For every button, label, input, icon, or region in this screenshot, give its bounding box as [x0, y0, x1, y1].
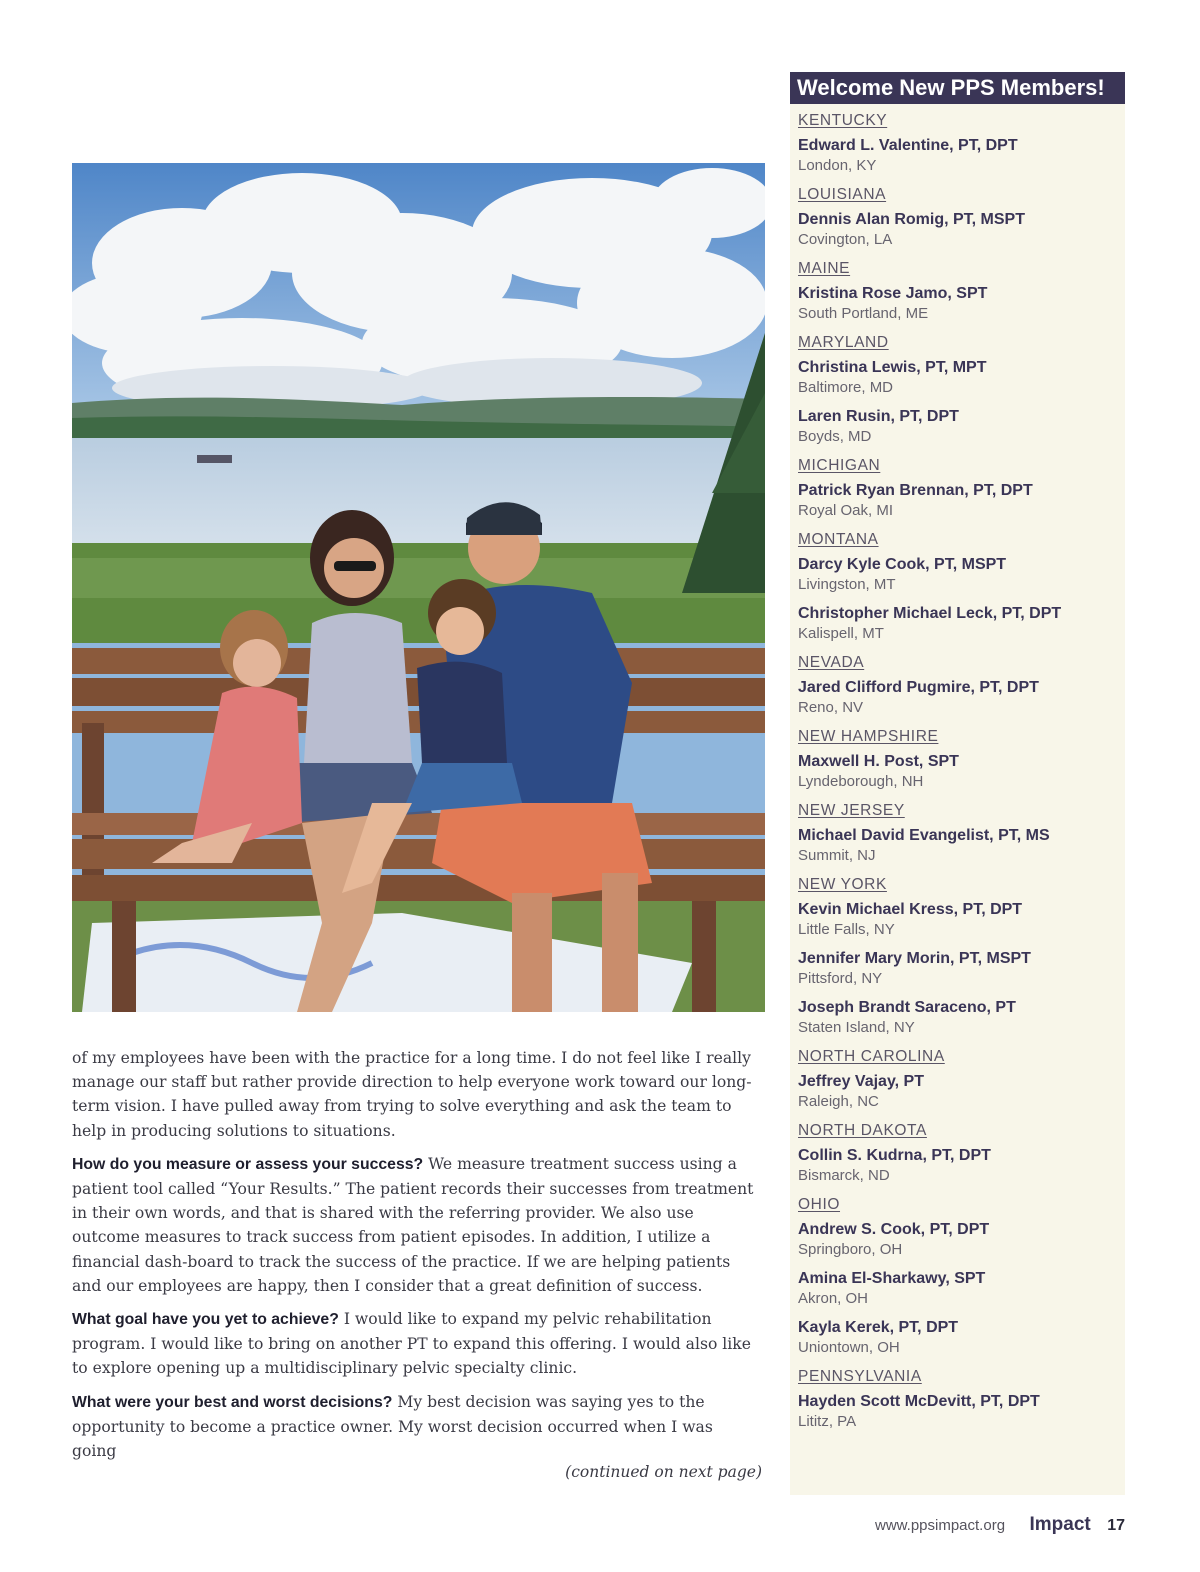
member-name: Jared Clifford Pugmire, PT, DPT	[798, 679, 1039, 696]
member-entry	[798, 1269, 1125, 1309]
question: How do you measure or assess your success?	[72, 1155, 424, 1173]
answer: My best decision was saying yes to the opportunity to become a practice owner. My worst decision occurred when I was going	[72, 1392, 713, 1461]
member-entry	[798, 998, 1125, 1038]
members-list	[790, 104, 1125, 1432]
member-city: Little Falls, NY	[798, 921, 895, 938]
member-name: Kristina Rose Jamo, SPT	[798, 285, 988, 302]
state-heading: MICHIGAN	[798, 457, 881, 474]
member-entry	[798, 555, 1125, 595]
member-city: Uniontown, OH	[798, 1339, 900, 1356]
member-city: Lititz, PA	[798, 1413, 857, 1430]
member-city: Summit, NJ	[798, 847, 876, 864]
member-name: Jeffrey Vajay, PT	[798, 1073, 924, 1090]
member-name: Darcy Kyle Cook, PT, MSPT	[798, 556, 1007, 573]
member-entry	[798, 136, 1125, 176]
paragraph-text: of my employees have been with the practice for a long time. I do not feel like I really manage our staff but rather provide direction to help everyone work toward our long-term vision. I have pulled away from trying to solve everything and ask the team to help in producing solutions to situations.	[72, 1049, 752, 1140]
article-body	[72, 1046, 762, 1472]
member-entry	[798, 1146, 1125, 1186]
state-group	[798, 653, 1125, 718]
state-group	[798, 727, 1125, 792]
member-name: Amina El-Sharkawy, SPT	[798, 1270, 986, 1287]
member-entry	[798, 1392, 1125, 1432]
state-heading: NEW HAMPSHIRE	[798, 728, 939, 745]
member-name: Kayla Kerek, PT, DPT	[798, 1319, 959, 1336]
state-group	[798, 1121, 1125, 1186]
member-entry	[798, 1072, 1125, 1112]
state-group	[798, 111, 1125, 176]
member-city: Bismarck, ND	[798, 1167, 890, 1184]
member-city: Covington, LA	[798, 231, 893, 248]
state-heading: NORTH CAROLINA	[798, 1048, 945, 1065]
member-city: Raleigh, NC	[798, 1093, 879, 1110]
page-number: 17	[1107, 1517, 1125, 1534]
member-city: Baltimore, MD	[798, 379, 894, 396]
page-footer	[875, 1514, 1125, 1536]
member-entry	[798, 1318, 1125, 1358]
answer: We measure treatment success using a patient tool called “Your Results.” The patient records their successes from treatment in their own words, and that is shared with the referring provider. We also use outcome measures to track success from patient episodes. In addition, I utilize a financial dash-board to track the success of the practice. If we are helping patients and our employees are happy, then I consider that a great definition of success.	[72, 1154, 754, 1295]
member-name: Dennis Alan Romig, PT, MSPT	[798, 211, 1025, 228]
member-name: Jennifer Mary Morin, PT, MSPT	[798, 950, 1031, 967]
state-group	[798, 1195, 1125, 1358]
member-name: Laren Rusin, PT, DPT	[798, 408, 959, 425]
article-qa	[72, 1390, 762, 1464]
member-city: Akron, OH	[798, 1290, 869, 1307]
state-heading: NEW YORK	[798, 876, 887, 893]
member-city: South Portland, ME	[798, 305, 929, 322]
new-members-sidebar	[790, 72, 1125, 1495]
member-entry	[798, 284, 1125, 324]
sidebar-title: Welcome New PPS Members!	[790, 72, 1125, 104]
article-qa	[72, 1152, 762, 1298]
question: What were your best and worst decisions?	[72, 1393, 393, 1411]
member-name: Hayden Scott McDevitt, PT, DPT	[798, 1393, 1040, 1410]
state-group	[798, 185, 1125, 250]
member-name: Andrew S. Cook, PT, DPT	[798, 1221, 990, 1238]
member-city: Livingston, MT	[798, 576, 896, 593]
question: What goal have you yet to achieve?	[72, 1311, 339, 1329]
state-heading: LOUISIANA	[798, 186, 887, 203]
article-qa	[72, 1307, 762, 1381]
magazine-brand: Impact	[1029, 1514, 1091, 1535]
answer: I would like to expand my pelvic rehabilitation program. I would like to bring on another PT to expand this offering. I would also like to explore opening up a multidisciplinary pelvic specialty clinic.	[72, 1310, 751, 1378]
state-heading: MONTANA	[798, 531, 879, 548]
state-heading: KENTUCKY	[798, 112, 888, 129]
state-heading: NEW JERSEY	[798, 802, 905, 819]
state-group	[798, 1367, 1125, 1432]
member-entry	[798, 358, 1125, 398]
member-city: Kalispell, MT	[798, 625, 884, 642]
member-entry	[798, 1220, 1125, 1260]
member-entry	[798, 900, 1125, 940]
member-city: London, KY	[798, 157, 877, 174]
member-city: Reno, NV	[798, 699, 864, 716]
state-group	[798, 530, 1125, 644]
state-heading: MAINE	[798, 260, 851, 277]
state-group	[798, 801, 1125, 866]
footer-url[interactable]: www.ppsimpact.org	[874, 1517, 1006, 1534]
member-city: Staten Island, NY	[798, 1019, 915, 1036]
state-group	[798, 1047, 1125, 1112]
member-name: Joseph Brandt Saraceno, PT	[798, 999, 1016, 1016]
member-entry	[798, 210, 1125, 250]
state-heading: MARYLAND	[798, 334, 889, 351]
member-name: Christina Lewis, PT, MPT	[798, 359, 987, 376]
state-heading: PENNSYLVANIA	[798, 1368, 922, 1385]
member-entry	[798, 752, 1125, 792]
member-entry	[798, 678, 1125, 718]
state-heading: OHIO	[798, 1196, 841, 1213]
member-city: Springboro, OH	[798, 1241, 903, 1258]
state-group	[798, 333, 1125, 447]
state-group	[798, 259, 1125, 324]
article-paragraph	[72, 1046, 762, 1143]
member-name: Maxwell H. Post, SPT	[798, 753, 959, 770]
member-name: Collin S. Kudrna, PT, DPT	[798, 1147, 991, 1164]
member-city: Lyndeborough, NH	[798, 773, 924, 790]
member-entry	[798, 604, 1125, 644]
continued-note: (continued on next page)	[565, 1463, 762, 1481]
member-city: Pittsford, NY	[798, 970, 883, 987]
state-group	[798, 875, 1125, 1038]
member-entry	[798, 481, 1125, 521]
member-name: Edward L. Valentine, PT, DPT	[798, 137, 1018, 154]
state-heading: NEVADA	[798, 654, 865, 671]
member-name: Christopher Michael Leck, PT, DPT	[798, 605, 1062, 622]
member-entry	[798, 826, 1125, 866]
member-name: Michael David Evangelist, PT, MS	[798, 827, 1050, 844]
member-name: Patrick Ryan Brennan, PT, DPT	[798, 482, 1033, 499]
state-group	[798, 456, 1125, 521]
member-city: Royal Oak, MI	[798, 502, 894, 519]
member-entry	[798, 407, 1125, 447]
member-city: Boyds, MD	[798, 428, 872, 445]
state-heading: NORTH DAKOTA	[798, 1122, 927, 1139]
member-name: Kevin Michael Kress, PT, DPT	[798, 901, 1023, 918]
member-entry	[798, 949, 1125, 989]
family-photo	[72, 163, 765, 1012]
